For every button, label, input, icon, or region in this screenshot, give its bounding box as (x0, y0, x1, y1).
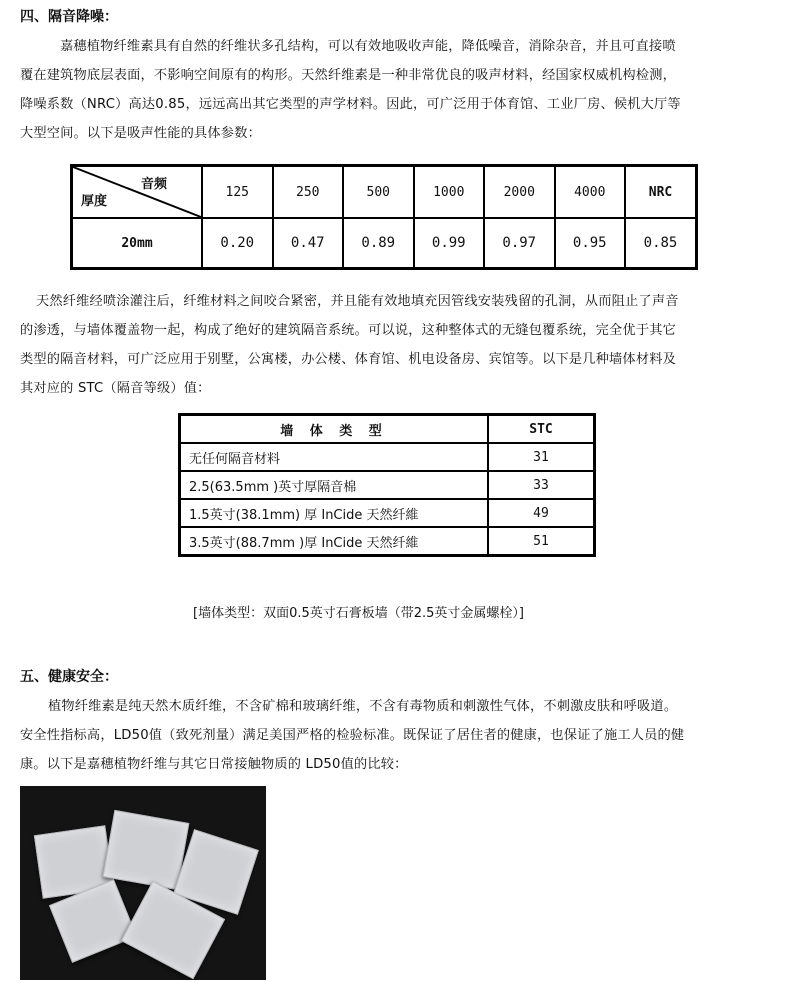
nrc-header: NRC (625, 166, 697, 219)
wall-type-header: 墙 体 类 型 (180, 415, 489, 444)
text-line: 安全性指标高，LD50值（致死剂量）满足美国严格的检验标准。既保证了居住者的健康，也保证了施工人员的健 (20, 728, 685, 743)
section-4-paragraph-1 (20, 32, 772, 148)
sound-absorption-table (70, 164, 698, 270)
stc-value: 49 (488, 499, 595, 527)
text-line: 覆在建筑物底层表面，不影响空间原有的构形。天然纤维素是一种非常优良的吸声材料，经国家权威机构检测， (20, 68, 676, 83)
table-row (180, 471, 595, 499)
absorption-value: 0.89 (343, 218, 414, 269)
freq-header: 1000 (414, 166, 485, 219)
freq-header: 250 (273, 166, 344, 219)
text-line: 的渗透，与墙体覆盖物一起，构成了绝好的建筑隔音系统。可以说，这种整体式的无缝包覆系统，完全优于其它 (20, 323, 676, 338)
thickness-value: 20mm (72, 218, 203, 269)
frequency-label: 音频 (140, 177, 167, 192)
fiber-pads-photo (20, 786, 266, 980)
section-5-paragraph (20, 692, 772, 779)
stc-table (178, 413, 596, 557)
wall-type: 无任何隔音材料 (180, 443, 489, 471)
absorption-value: 0.47 (273, 218, 344, 269)
wall-type: 3.5英寸(88.7mm )厚 InCide 天然纤維 (180, 527, 489, 556)
section-5-heading: 五、健康安全： (20, 669, 118, 685)
text-line: 康。以下是嘉穗植物纤维与其它日常接触物质的 LD50值的比较： (20, 757, 408, 772)
absorption-value: 0.97 (484, 218, 555, 269)
text-line: 嘉穗植物纤维素具有自然的纤维状多孔结构，可以有效地吸收声能，降低噪音，消除杂音，并且可直接喷 (60, 39, 676, 54)
table-row (180, 443, 595, 471)
freq-header: 125 (202, 166, 273, 219)
text-line: 大型空间。以下是吸声性能的具体参数： (20, 126, 261, 141)
section-4-heading: 四、隔音降噪： (20, 9, 118, 25)
text-line: 降噪系数（NRC）高达0.85，远远高出其它类型的声学材料。因此，可广泛用于体育馆、工业厂房、候机大厅等 (20, 97, 681, 112)
table-row (180, 499, 595, 527)
section-4-paragraph-2 (20, 287, 772, 403)
wall-type: 1.5英寸(38.1mm) 厚 InCide 天然纤維 (180, 499, 489, 527)
text-line: 其对应的 STC（隔音等级）值： (20, 381, 211, 396)
thickness-label: 厚度 (81, 194, 108, 209)
table-row (180, 527, 595, 556)
stc-value: 31 (488, 443, 595, 471)
absorption-value: 0.99 (414, 218, 485, 269)
text-line: 类型的隔音材料，可广泛应用于别墅，公寓楼，办公楼、体育馆、机电设备房、宾馆等。以下是几种墙体材料及 (20, 352, 676, 367)
table-corner-cell (72, 166, 203, 219)
freq-header: 2000 (484, 166, 555, 219)
text-line: 天然纤维经喷涂灌注后，纤维材料之间咬合紧密，并且能有效地填充因管线安装残留的孔洞，从而阻止了声音 (36, 294, 679, 309)
stc-header: STC (488, 415, 595, 444)
absorption-value: 0.20 (202, 218, 273, 269)
nrc-value: 0.85 (625, 218, 697, 269)
wall-type: 2.5(63.5mm )英寸厚隔音棉 (180, 471, 489, 499)
absorption-value: 0.95 (555, 218, 626, 269)
fiber-pad (103, 810, 190, 890)
freq-header: 4000 (555, 166, 626, 219)
text-line: 植物纤维素是纯天然木质纤维，不含矿棉和玻璃纤维，不含有毒物质和刺激性气体，不刺激皮肤和呼吸道。 (48, 699, 678, 714)
stc-value: 51 (488, 527, 595, 556)
freq-header: 500 (343, 166, 414, 219)
stc-value: 33 (488, 471, 595, 499)
stc-table-caption: [墙体类型：双面0.5英寸石膏板墙（带2.5英寸金属螺栓）] (193, 606, 524, 621)
